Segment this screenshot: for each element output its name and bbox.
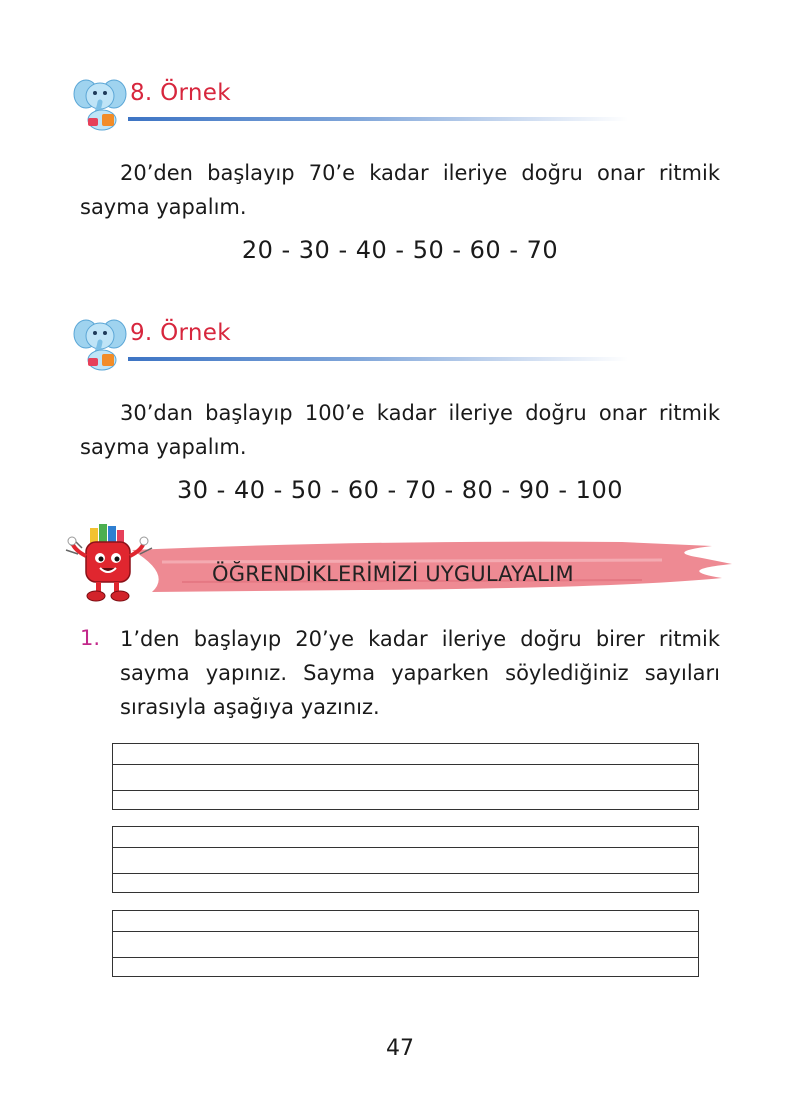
example-8-header — [72, 70, 632, 134]
example-9-sequence: 30 - 40 - 50 - 60 - 70 - 80 - 90 - 100 — [176, 476, 623, 504]
example-8-sequence: 20 - 30 - 40 - 50 - 60 - 70 — [241, 236, 559, 264]
example-title: 8. Örnek — [130, 80, 231, 106]
section-banner — [62, 522, 742, 612]
header-rule — [128, 117, 628, 121]
answer-writing-box[interactable] — [112, 910, 699, 977]
example-8-text: 20’den başlayıp 70’e kadar ileriye doğru onar ritmik sayma yapalım. — [80, 161, 720, 219]
question-text: 1’den başlayıp 20’ye kadar ileriye doğru birer ritmik sayma yapınız. Sayma yaparken söylediğiniz sayıları sırasıyla aşağıya yazınız. — [120, 627, 720, 719]
example-9-header — [72, 310, 632, 374]
example-title: 9. Örnek — [130, 320, 231, 346]
example-9-text: 30’dan başlayıp 100’e kadar ileriye doğru onar ritmik sayma yapalım. — [80, 401, 720, 459]
question-number: 1. — [80, 626, 101, 650]
answer-writing-box[interactable] — [112, 826, 699, 893]
section-title: ÖĞRENDİKLERİMİZİ UYGULAYALIM — [212, 562, 574, 586]
header-rule — [128, 357, 628, 361]
elephant-mascot-icon — [72, 310, 132, 374]
backpack-mascot-icon — [62, 522, 158, 604]
answer-writing-box[interactable] — [112, 743, 699, 810]
elephant-mascot-icon — [72, 70, 132, 134]
page-number: 47 — [386, 1036, 414, 1061]
